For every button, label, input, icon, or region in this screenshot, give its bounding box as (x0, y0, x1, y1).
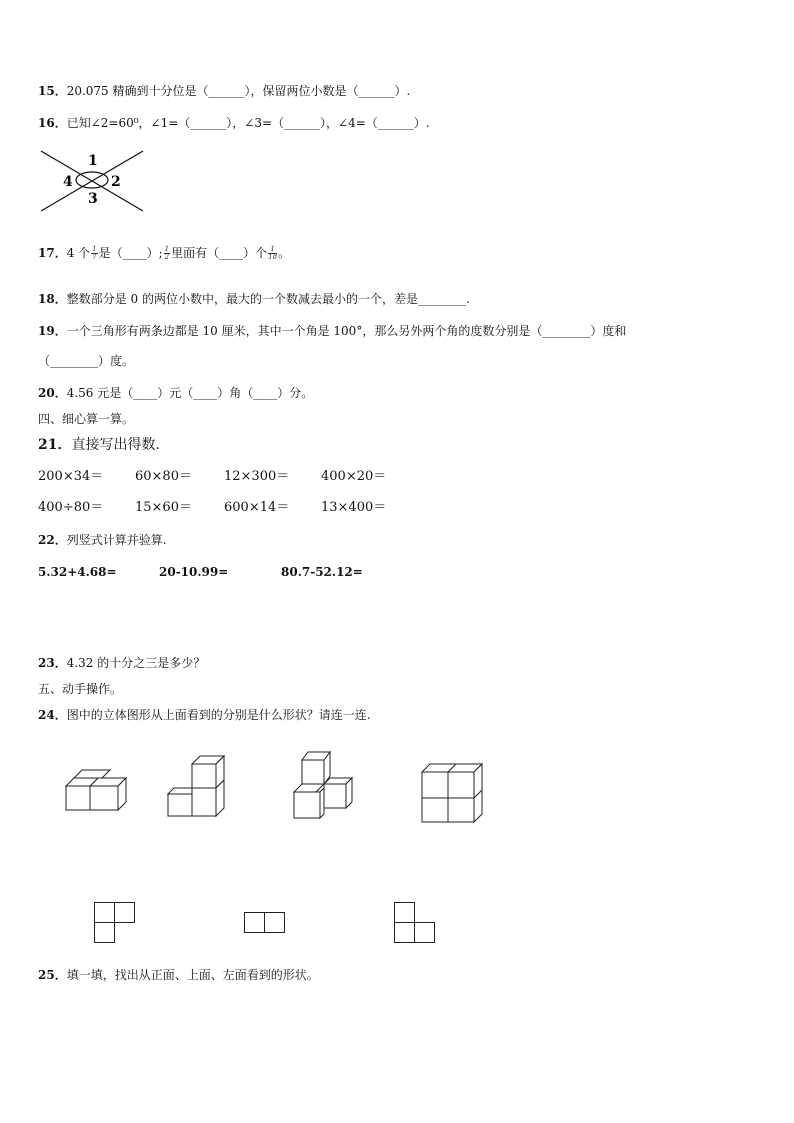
question-16 (38, 115, 430, 131)
question-19 (38, 323, 626, 339)
question-number: 23． (38, 656, 67, 670)
question-number: 18． (38, 292, 67, 306)
solid-figure-4 (420, 762, 484, 824)
calc-item: 400÷80＝ (38, 500, 104, 515)
fraction-2: $\frac{1}{2}$ (164, 245, 170, 261)
question-number: 22． (38, 533, 67, 547)
top-view-shape-2 (244, 912, 286, 934)
angle-diagram (38, 148, 148, 214)
question-number: 20． (38, 386, 67, 400)
question-text: 一个三角形有两条边都是 10 厘米，其中一个角是 100°，那么另外两个角的度数分别是（________）度和 (66, 324, 627, 338)
question-23 (38, 655, 205, 671)
vertical-item: 5.32+4.68= (38, 565, 117, 579)
calc-item: 15×60＝ (135, 500, 192, 515)
question-text: 填一填，找出从正面、上面、左面看到的形状。 (66, 968, 319, 982)
question-text: （________）度。 (38, 354, 135, 368)
angle-label-1: 1 (88, 153, 98, 169)
question-text-part1: 4 个 (66, 246, 91, 260)
fraction-3: $\frac{1}{18}$ (268, 245, 278, 261)
question-number: 21． (38, 437, 72, 453)
question-18 (38, 291, 470, 307)
question-25 (38, 967, 319, 983)
angle-label-3: 3 (88, 191, 98, 207)
calc-row-1 (38, 469, 398, 485)
calc-row-2 (38, 500, 398, 516)
top-view-shape-1 (94, 902, 136, 944)
question-number: 15． (38, 84, 67, 98)
calc-item: 400×20＝ (321, 469, 387, 484)
question-number: 19． (38, 324, 67, 338)
question-text: 4.32 的十分之三是多少？ (66, 656, 206, 670)
question-text: 图中的立体图形从上面看到的分别是什么形状？请连一连. (66, 708, 371, 722)
question-text: 列竖式计算并验算. (66, 533, 167, 547)
section-heading-5 (38, 681, 122, 697)
question-19-continued (38, 353, 134, 369)
question-number: 25． (38, 968, 67, 982)
angle-label-4: 4 (63, 174, 73, 190)
calc-item: 600×14＝ (224, 500, 290, 515)
question-22 (38, 532, 167, 548)
question-number: 17． (38, 246, 67, 260)
angle-ellipse (76, 172, 108, 188)
question-text-part4: 。 (278, 246, 291, 260)
question-17 (38, 245, 290, 261)
calc-item: 12×300＝ (224, 469, 290, 484)
question-text: 已知∠2=60⁰，∠1=（______），∠3=（______），∠4=（______）. (66, 116, 430, 130)
question-text: 直接写出得数. (71, 437, 160, 453)
top-view-shape-3 (394, 902, 436, 944)
section-title: 五、动手操作。 (38, 682, 123, 696)
section-title: 四、细心算一算。 (38, 412, 135, 426)
fraction-1: $\frac{1}{7}$ (92, 245, 97, 261)
question-24 (38, 707, 371, 723)
solid-figure-2 (164, 756, 230, 818)
question-text: 4.56 元是（____）元（____）角（____）分。 (66, 386, 314, 400)
vertical-calc-row (38, 564, 378, 580)
question-number: 16． (38, 116, 67, 130)
question-21 (38, 437, 160, 453)
vertical-item: 20-10.99= (159, 565, 229, 579)
angle-label-2: 2 (111, 174, 121, 190)
question-text: 20.075 精确到十分位是（______），保留两位小数是（______）. (66, 84, 411, 98)
question-20 (38, 385, 313, 401)
vertical-item: 80.7-52.12= (281, 565, 363, 579)
calc-item: 13×400＝ (321, 500, 387, 515)
question-text-part3: 里面有（____）个 (171, 246, 268, 260)
solid-figure-1 (62, 770, 132, 818)
question-text-part2: 是（____）; (98, 246, 163, 260)
question-text: 整数部分是 0 的两位小数中，最大的一个数减去最小的一个，差是________. (66, 292, 470, 306)
question-number: 24． (38, 708, 67, 722)
solid-figure-3 (290, 752, 356, 820)
question-15 (38, 83, 410, 99)
calc-item: 60×80＝ (135, 469, 192, 484)
section-heading-4 (38, 411, 134, 427)
calc-item: 200×34＝ (38, 469, 104, 484)
